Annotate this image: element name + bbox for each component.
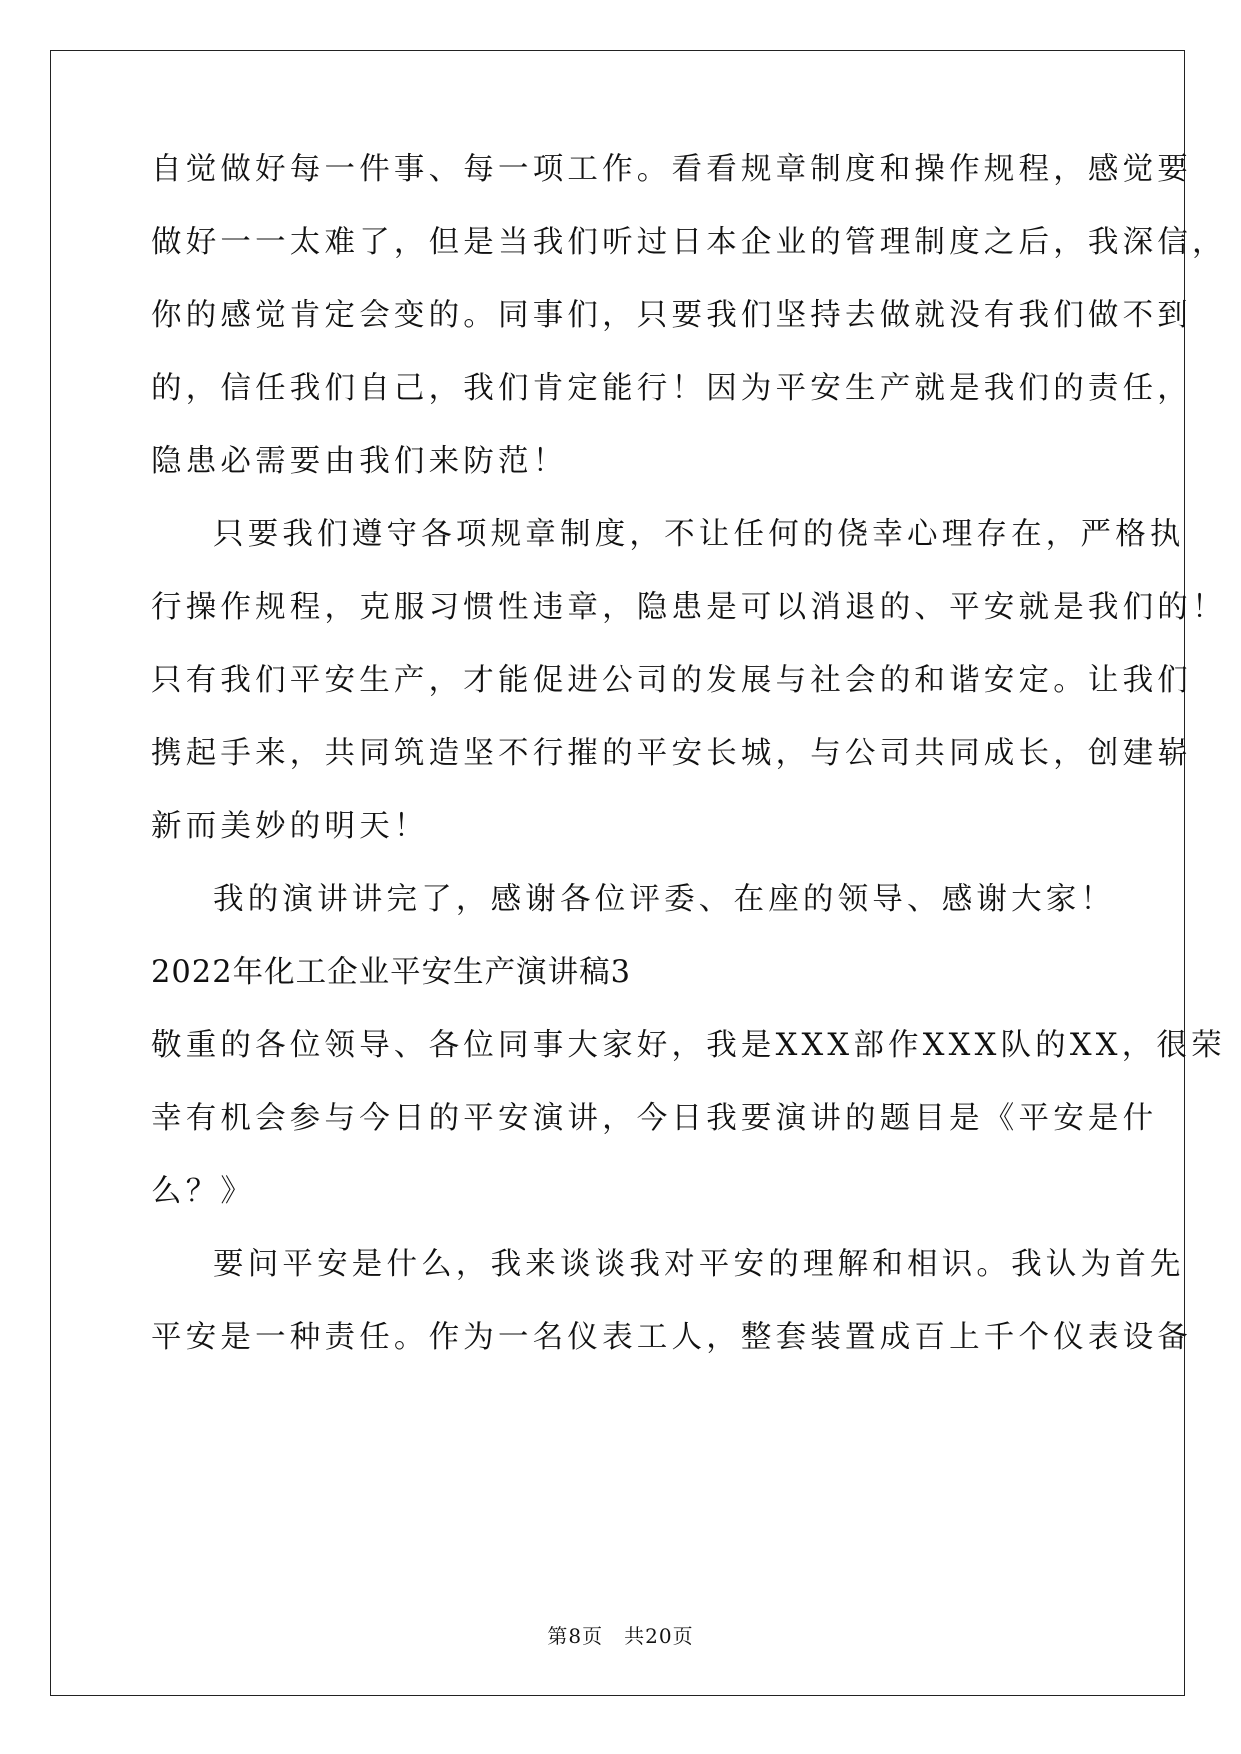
body-line: 只要我们遵守各项规章制度，不让任何的侥幸心理存在，严格执 (213, 517, 1185, 552)
body-line: 携起手来，共同筑造坚不行摧的平安长城，与公司共同成长，创建崭 (151, 736, 1192, 771)
body-line: 幸有机会参与今日的平安演讲，今日我要演讲的题目是《平安是什 (151, 1101, 1158, 1136)
body-line: 做好一一太难了，但是当我们听过日本企业的管理制度之后，我深信， (151, 225, 1227, 260)
body-line: 只有我们平安生产，才能促进公司的发展与社会的和谐安定。让我们 (151, 663, 1192, 698)
page-number: 第8页 共20页 (547, 1624, 694, 1648)
body-line: 新而美妙的明天！ (151, 809, 429, 844)
body-line: 的，信任我们自己，我们肯定能行！因为平安生产就是我们的责任， (151, 371, 1192, 406)
body-line: 么？》 (151, 1174, 256, 1209)
page-border (50, 50, 1185, 1696)
section-heading: 2022年化工企业平安生产演讲稿3 (151, 955, 632, 990)
body-line: 要问平安是什么，我来谈谈我对平安的理解和相识。我认为首先 (213, 1247, 1185, 1282)
body-line: 你的感觉肯定会变的。同事们，只要我们坚持去做就没有我们做不到 (151, 298, 1192, 333)
body-line: 平安是一种责任。作为一名仪表工人，整套装置成百上千个仪表设备 (151, 1320, 1192, 1355)
body-line: 敬重的各位领导、各位同事大家好，我是XXX部作XXX队的XX，很荣 (151, 1028, 1226, 1063)
body-line: 自觉做好每一件事、每一项工作。看看规章制度和操作规程，感觉要 (151, 152, 1192, 187)
body-line: 隐患必需要由我们来防范！ (151, 444, 568, 479)
body-line: 行操作规程，克服习惯性违章，隐患是可以消退的、平安就是我们的！ (151, 590, 1227, 625)
body-line: 我的演讲讲完了，感谢各位评委、在座的领导、感谢大家！ (213, 882, 1116, 917)
